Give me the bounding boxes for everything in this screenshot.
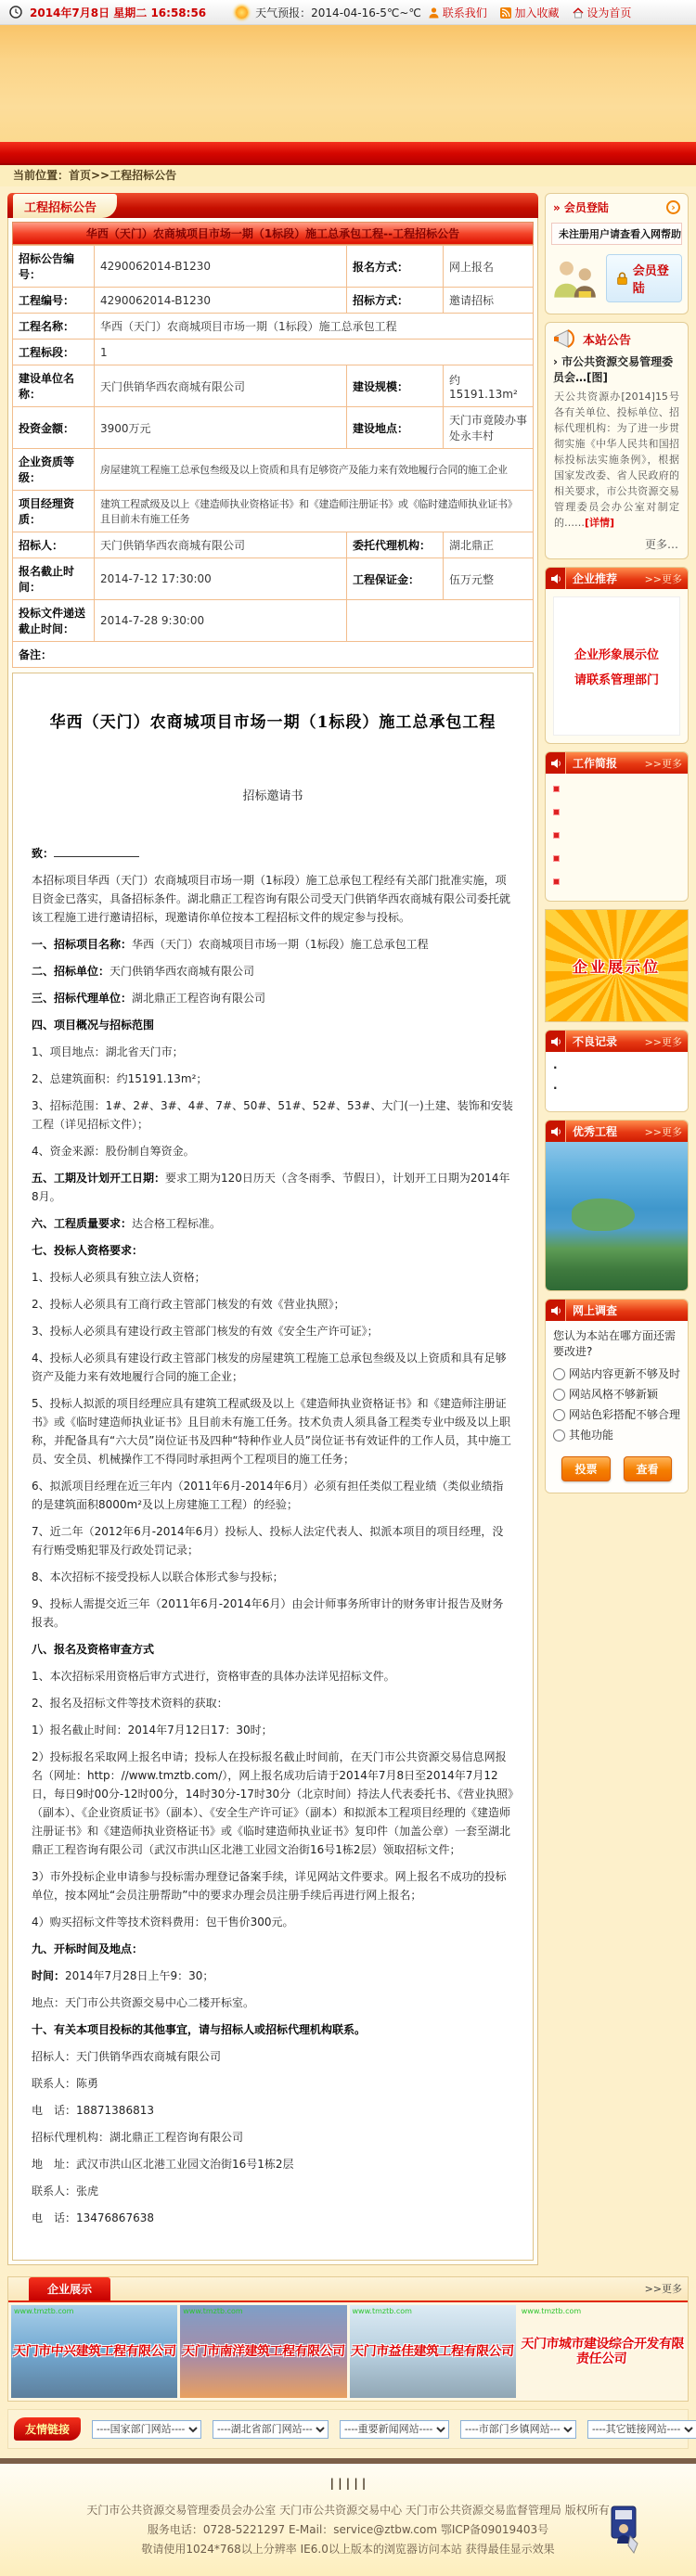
register-help-link[interactable]: 未注册用户请查看入网帮助 bbox=[551, 223, 682, 245]
row-label: 企业资质等级： bbox=[13, 449, 95, 491]
document-paragraph: 八、报名及资格审查方式 bbox=[32, 1643, 155, 1656]
document-paragraph: 招标代理机构：湖北鼎正工程咨询有限公司 bbox=[32, 2131, 244, 2144]
bad-records-more-link[interactable]: >>更多 bbox=[644, 1035, 682, 1048]
row-label: 建设规模： bbox=[347, 365, 444, 407]
site-banner bbox=[0, 25, 696, 142]
breadcrumb: 当前位置：首页>>工程招标公告 bbox=[0, 165, 696, 186]
bid-title-bar: 华西（天门）农商城项目市场一期（1标段）施工总承包工程--工程招标公告 bbox=[12, 222, 534, 245]
document-paragraph: 招标人：天门供销华西农商城有限公司 bbox=[32, 2050, 222, 2063]
document-paragraph: 7、近二年（2012年6月-2014年6月）投标人、投标人法定代表人、拟派本项目的项目经理，没有行贿受贿犯罪及行政处罚记录； bbox=[32, 1525, 504, 1557]
recommend-header: 企业推荐 bbox=[573, 572, 618, 585]
home-icon bbox=[573, 7, 584, 19]
row-label: 工程编号： bbox=[13, 288, 95, 314]
footer-links bbox=[0, 2477, 696, 2490]
online-survey-box bbox=[545, 1299, 689, 1493]
top-utility-bar bbox=[0, 0, 696, 25]
work-report-list bbox=[546, 774, 688, 901]
company-banner[interactable] bbox=[11, 2305, 177, 2398]
document-paragraph: 6、拟派项目经理在近三年内（2011年6月-2014年6月）必须有担任类似工程业绩（类似业绩指的是建筑面积8000m²及以上房建施工工程）的经验； bbox=[32, 1480, 504, 1511]
row-value: 伍万元整 bbox=[444, 558, 534, 600]
document-paragraph: 2、投标人必须具有工商行政主管部门核发的有效《营业执照》； bbox=[32, 1298, 345, 1311]
document-paragraph: 六、工程质量要求：达合格工程标准。 bbox=[32, 1217, 222, 1230]
document-paragraphs bbox=[32, 871, 514, 2227]
row-value: 网上报名 bbox=[444, 246, 534, 288]
survey-radio[interactable] bbox=[553, 1389, 565, 1401]
company-name: 天门市益佳建筑工程有限公司 bbox=[350, 2344, 515, 2359]
online-survey-header: 网上调查 bbox=[573, 1304, 618, 1317]
arrow-circle-icon[interactable]: › bbox=[666, 200, 680, 214]
company-name: 天门市南洋建筑工程有限公司 bbox=[181, 2344, 346, 2359]
table-row bbox=[13, 449, 534, 491]
enterprise-ad-banner[interactable]: 企业展示位 bbox=[545, 909, 689, 1022]
document-paragraph: 五、工期及计划开工日期：要求工期为120日历天（含冬雨季、节假日），计划开工日期为2014年8月。 bbox=[32, 1172, 510, 1203]
friend-links-select-township[interactable] bbox=[460, 2420, 576, 2439]
footer-link[interactable] bbox=[354, 2477, 362, 2490]
row-label: 报名方式： bbox=[347, 246, 444, 288]
view-results-button[interactable]: 查看 bbox=[624, 1456, 672, 1481]
notice-detail-link[interactable]: [详情] bbox=[585, 517, 615, 529]
row-label: 建设地点： bbox=[347, 407, 444, 449]
survey-option[interactable]: 其他功能 bbox=[553, 1425, 680, 1445]
notice-more-link[interactable]: 更多… bbox=[644, 538, 678, 551]
document-paragraph: 2、总建筑面积：约15191.13m²； bbox=[32, 1072, 208, 1085]
bid-info-table bbox=[12, 245, 534, 668]
speaker-icon bbox=[550, 573, 561, 584]
set-homepage-link[interactable]: 设为首页 bbox=[573, 5, 632, 20]
document-title: 华西（天门）农商城项目市场一期（1标段）施工总承包工程 bbox=[49, 713, 496, 732]
document-paragraph: 三、招标代理单位：湖北鼎正工程咨询有限公司 bbox=[32, 992, 266, 1005]
footer-link[interactable] bbox=[362, 2477, 366, 2490]
row-label: 报名截止时间： bbox=[13, 558, 95, 600]
document-paragraph: 联系人：张虎 bbox=[32, 2185, 99, 2198]
document-paragraph: 时间：2014年7月28日上午9：30； bbox=[32, 1969, 214, 1982]
main-nav bbox=[0, 142, 696, 165]
clock-icon bbox=[9, 6, 22, 19]
friend-links-select-national[interactable] bbox=[92, 2420, 201, 2439]
document-paragraph: 联系人：陈勇 bbox=[32, 2077, 99, 2090]
survey-radio[interactable] bbox=[553, 1368, 565, 1380]
speaker-icon bbox=[550, 1126, 561, 1137]
document-paragraph: 一、招标项目名称：华西（天门）农商城项目市场一期（1标段）施工总承包工程 bbox=[32, 938, 429, 951]
row-label: 工程保证金： bbox=[347, 558, 444, 600]
document-paragraph: 8、本次招标不接受投标人以联合体形式参与投标； bbox=[32, 1570, 284, 1583]
site-notice-box bbox=[545, 322, 689, 559]
row-value: 天门市竟陵办事处永丰村 bbox=[444, 407, 534, 449]
document-paragraph: 四、项目概况与招标范围 bbox=[32, 1019, 155, 1032]
row-value: 天门供销华西农商城有限公司 bbox=[95, 532, 347, 558]
bad-record-item[interactable] bbox=[553, 1057, 680, 1078]
notice-summary: 天公共资源办[2014]15号各有关单位、投标单位、招标代理机构：为了进一步贯彻实施《中华人民共和国招标投标法实施条例》，根据国家发改委、省人民政府的相关要求，市公共资源交易管理委员会办公室对制定的……[详情] bbox=[554, 391, 679, 529]
table-row bbox=[13, 642, 534, 668]
footer-browser-note: 敬请使用1024*768以上分辨率 IE6.0以上版本的浏览器访问本站 获得最佳显示效果 bbox=[141, 2543, 555, 2556]
table-row bbox=[13, 288, 534, 314]
enterprise-showcase-section bbox=[7, 2276, 689, 2402]
rss-icon bbox=[500, 7, 511, 19]
speaker-icon bbox=[550, 1305, 561, 1316]
recommend-placeholder: 企业形象展示位 请联系管理部门 bbox=[553, 596, 680, 736]
excellent-projects-box bbox=[545, 1120, 689, 1291]
document-paragraph: 3、投标人必须具有建设行政主管部门核发的有效《安全生产许可证》； bbox=[32, 1325, 379, 1338]
footer bbox=[0, 2464, 696, 2576]
document-paragraph: 4、投标人必须具有建设行政主管部门核发的房屋建筑工程施工总承包叁级及以上资质和具有足够资产及能力来有效地履行合同的施工企业； bbox=[32, 1352, 507, 1383]
company-name: 天门市城市建设综合开发有限责任公司 bbox=[520, 2337, 685, 2366]
row-value: 1 bbox=[95, 340, 534, 365]
company-name: 天门市中兴建筑工程有限公司 bbox=[12, 2344, 176, 2359]
footer-contact: 服务电话：0728-5221297 E-Mail：service@ztbw.com 鄂ICP备09019403号 bbox=[147, 2523, 549, 2536]
bad-records-header: 不良记录 bbox=[573, 1035, 618, 1048]
panel-tab-bid-announcement[interactable]: 工程招标公告 bbox=[13, 194, 117, 218]
company-banner[interactable] bbox=[180, 2305, 346, 2398]
row-value: 2014-7-28 9:30:00 bbox=[95, 600, 347, 642]
work-report-header: 工作简报 bbox=[573, 757, 618, 770]
work-report-item[interactable] bbox=[553, 779, 680, 802]
work-report-item[interactable] bbox=[553, 849, 680, 872]
table-row bbox=[13, 532, 534, 558]
row-label: 建设单位名称： bbox=[13, 365, 95, 407]
row-value: 建筑工程贰级及以上《建造师执业资格证书》和《建造师注册证书》或《临时建造师执业证书》且目前未有施工任务 bbox=[95, 491, 534, 532]
row-label: 委托代理机构： bbox=[347, 532, 444, 558]
footer-link[interactable] bbox=[330, 2477, 339, 2490]
members-avatar-group bbox=[551, 255, 600, 301]
document-paragraph: 二、招标单位：天门供销华西农商城有限公司 bbox=[32, 965, 255, 978]
excellent-projects-more-link[interactable]: >>更多 bbox=[644, 1125, 682, 1138]
row-value: 约15191.13m² bbox=[444, 365, 534, 407]
document-paragraph: 2）投标报名采取网上报名申请；投标人在投标报名截止时间前，在天门市公共资源交易信息网报名（网址：http：//www.tmztb.com/），网上报名成功后请于2014年7月8日至2014年7月12日，每日9时00分-12时00分，14时30分-17时30分（北京时间）持法人代表委托书、《营业执照》（副本）、《企业资质证书》（副本）、《安全生产许可证》（副本）和拟派本工程项目经理的《建造师注册证书》和《建造师执业资格证书》或《临时建造师执业证书》复印件（加盖公章）一套至湖北鼎正工程咨询有限公司（武汉市洪山区北港工业园文治街16号1栋2层）领取招标文件； bbox=[32, 1750, 514, 1856]
footer-copyright: 天门市公共资源交易管理委员会办公室 天门市公共资源交易中心 天门市公共资源交易监督管理局 版权所有 bbox=[86, 2504, 610, 2517]
survey-radio[interactable] bbox=[553, 1429, 565, 1442]
document-paragraph: 地 址：武汉市洪山区北港工业园文治街16号1栋2层 bbox=[32, 2158, 294, 2171]
document-paragraph: 4、资金来源：股份制自筹资金。 bbox=[32, 1145, 195, 1158]
member-login-header: » 会员登陆 bbox=[553, 201, 609, 214]
document-paragraph: 1、投标人必须具有独立法人资格； bbox=[32, 1271, 206, 1284]
row-label: 备注： bbox=[13, 642, 534, 668]
row-value: 邀请招标 bbox=[444, 288, 534, 314]
table-row bbox=[13, 365, 534, 407]
survey-option[interactable]: 网站内容更新不够及时 bbox=[553, 1364, 680, 1384]
work-report-item[interactable] bbox=[553, 802, 680, 826]
row-label: 工程标段： bbox=[13, 340, 95, 365]
row-value-empty bbox=[347, 600, 534, 642]
row-label: 工程名称： bbox=[13, 314, 95, 340]
contact-us-link[interactable]: 联系我们 bbox=[429, 5, 487, 20]
table-row bbox=[13, 246, 534, 288]
bid-announcement-panel bbox=[7, 218, 538, 2265]
survey-options bbox=[553, 1364, 680, 1445]
friend-links-label: 友情链接 bbox=[14, 2417, 81, 2441]
row-value: 天门供销华西农商城有限公司 bbox=[95, 365, 347, 407]
row-value: 4290062014-B1230 bbox=[95, 246, 347, 288]
row-label: 招标方式： bbox=[347, 288, 444, 314]
police-badge-icon[interactable] bbox=[602, 2501, 645, 2555]
bad-records-list bbox=[546, 1052, 688, 1111]
work-report-box bbox=[545, 751, 689, 902]
work-report-item[interactable] bbox=[553, 872, 680, 895]
showcase-more-link[interactable]: >>更多 bbox=[644, 2283, 682, 2295]
survey-option[interactable]: 网站色彩搭配不够合理 bbox=[553, 1404, 680, 1425]
row-value: 华西（天门）农商城项目市场一期（1标段）施工总承包工程 bbox=[95, 314, 534, 340]
member-login-box bbox=[545, 193, 689, 314]
document-paragraph: 地点：天门市公共资源交易中心二楼开标室。 bbox=[32, 1996, 255, 2009]
table-row bbox=[13, 314, 534, 340]
row-label: 投资金额： bbox=[13, 407, 95, 449]
document-paragraph: 电 话：13476867638 bbox=[32, 2211, 154, 2224]
friend-links-bar bbox=[7, 2409, 689, 2449]
survey-question: 您认为本站在哪方面还需要改进? bbox=[553, 1329, 677, 1358]
document-paragraph: 3、招标范围：1#、2#、3#、4#、7#、50#、51#、52#、53#、大门(一)土建、装饰和安装工程（详见招标文件）； bbox=[32, 1099, 513, 1131]
recommend-more-link[interactable]: >>更多 bbox=[644, 572, 682, 585]
excellent-projects-header: 优秀工程 bbox=[573, 1125, 618, 1138]
site-notice-header: 本站公告 bbox=[583, 333, 632, 348]
row-value: 房屋建筑工程施工总承包叁级及以上资质和具有足够资产及能力来有效地履行合同的施工企业 bbox=[95, 449, 534, 491]
showcase-banners bbox=[8, 2302, 688, 2401]
datetime-text: 2014年7月8日 星期二 16:58:56 bbox=[30, 6, 207, 19]
row-label: 招标人： bbox=[13, 532, 95, 558]
watermark-text: www.tmztb.com bbox=[183, 2307, 243, 2315]
row-label: 项目经理资质： bbox=[13, 491, 95, 532]
megaphone-icon bbox=[553, 329, 577, 348]
document-paragraph: 2、报名及招标文件等技术资料的获取： bbox=[32, 1697, 228, 1710]
company-banner[interactable] bbox=[350, 2305, 516, 2398]
person-icon bbox=[429, 7, 439, 19]
speaker-icon bbox=[550, 1036, 561, 1047]
document-paragraph: 七、投标人资格要求： bbox=[32, 1244, 144, 1257]
survey-option[interactable]: 网站风格不够新颖 bbox=[553, 1384, 680, 1404]
table-row bbox=[13, 340, 534, 365]
row-value: 2014-7-12 17:30:00 bbox=[95, 558, 347, 600]
document-paragraph: 九、开标时间及地点： bbox=[32, 1942, 144, 1955]
friend-links-select-news[interactable] bbox=[340, 2420, 449, 2439]
watermark-text: www.tmztb.com bbox=[521, 2307, 582, 2315]
excellent-project-photo[interactable] bbox=[546, 1142, 688, 1290]
survey-radio[interactable] bbox=[553, 1409, 565, 1421]
table-row bbox=[13, 491, 534, 532]
document-paragraph: 本招标项目华西（天门）农商城项目市场一期（1标段）施工总承包工程经有关部门批准实施，项目资金已落实，具备招标条件。湖北鼎正工程咨询有限公司受天门供销华西农商城有限公司委托就该工程施工进行邀请招标，现邀请你单位按本工程招标文件的规定参与投标。 bbox=[32, 874, 511, 924]
friend-links-select-other[interactable] bbox=[587, 2420, 696, 2439]
row-label: 招标公告编号： bbox=[13, 246, 95, 288]
padlock-icon bbox=[616, 270, 628, 287]
speaker-icon bbox=[550, 758, 561, 769]
bad-record-item[interactable] bbox=[553, 1078, 680, 1098]
row-label: 投标文件递送截止时间： bbox=[13, 600, 95, 642]
panel-header bbox=[7, 193, 538, 218]
document-paragraph: 电 话：18871386813 bbox=[32, 2104, 154, 2117]
document-paragraph: 3）市外投标企业申请参与投标需办理登记备案手续，详见网站文件要求。网上报名不成功的投标单位，按本网址“会员注册帮助”中的要求办理会员注册手续后再进行网上报名； bbox=[32, 1870, 507, 1902]
row-value: 4290062014-B1230 bbox=[95, 288, 347, 314]
notice-headline-link[interactable]: › 市公共资源交易管理委员会…[图] bbox=[553, 355, 674, 384]
enterprise-recommend-box bbox=[545, 567, 689, 744]
member-login-button[interactable]: 会员登陆 bbox=[606, 254, 682, 302]
work-report-item[interactable] bbox=[553, 826, 680, 849]
vote-button[interactable]: 投票 bbox=[561, 1456, 610, 1481]
showcase-tab[interactable]: 企业展示 bbox=[29, 2277, 110, 2300]
friend-links-select-hubei[interactable] bbox=[213, 2420, 329, 2439]
document-paragraph: 1）报名截止时间：2014年7月12日17：30时； bbox=[32, 1724, 273, 1737]
document-paragraph: 4）购买招标文件等技术资料费用：包干售价300元。 bbox=[32, 1916, 294, 1929]
document-paragraph: 十、有关本项目投标的其他事宜，请与招标人或招标代理机构联系。 bbox=[32, 2023, 367, 2036]
addressee-line: 致： bbox=[32, 844, 514, 863]
invitation-document bbox=[12, 673, 534, 2261]
blank-underline bbox=[54, 846, 139, 857]
document-paragraph: 1、项目地点：湖北省天门市； bbox=[32, 1045, 184, 1058]
document-paragraph: 5、投标人拟派的项目经理应具有建筑工程贰级及以上《建造师执业资格证书》和《建造师注册证书》或《临时建造师执业证书》且目前未有施工任务。技术负责人须具备工程类专业中级及以上职称，并配备具有“六大员”岗位证书及四种“特种作业人员”岗位证书有效证件的工作人员，其中施工员、安全员、机械操作工不得同时承担两个工程项目的施工任务； bbox=[32, 1397, 511, 1466]
watermark-text: www.tmztb.com bbox=[14, 2307, 74, 2315]
row-value: 湖北鼎正 bbox=[444, 532, 534, 558]
document-paragraph: 1、本次招标采用资格后审方式进行，资格审查的具体办法详见招标文件。 bbox=[32, 1670, 395, 1683]
table-row bbox=[13, 558, 534, 600]
document-subtitle: 招标邀请书 bbox=[242, 789, 303, 803]
sun-weather-icon bbox=[236, 6, 248, 19]
add-favorite-link[interactable]: 加入收藏 bbox=[500, 5, 560, 20]
watermark-text: www.tmztb.com bbox=[352, 2307, 412, 2315]
work-report-more-link[interactable]: >>更多 bbox=[644, 757, 682, 770]
bad-records-box bbox=[545, 1030, 689, 1112]
table-row bbox=[13, 600, 534, 642]
company-banner[interactable] bbox=[519, 2305, 685, 2398]
row-value: 3900万元 bbox=[95, 407, 347, 449]
weather-text: 天气预报：2014-04-16-5℃~℃ bbox=[255, 6, 421, 19]
table-row bbox=[13, 407, 534, 449]
footer-link[interactable] bbox=[338, 2477, 346, 2490]
document-paragraph: 9、投标人需提交近三年（2011年6月-2014年6月）由会计师事务所审计的财务审计报告及财务报表。 bbox=[32, 1597, 504, 1629]
